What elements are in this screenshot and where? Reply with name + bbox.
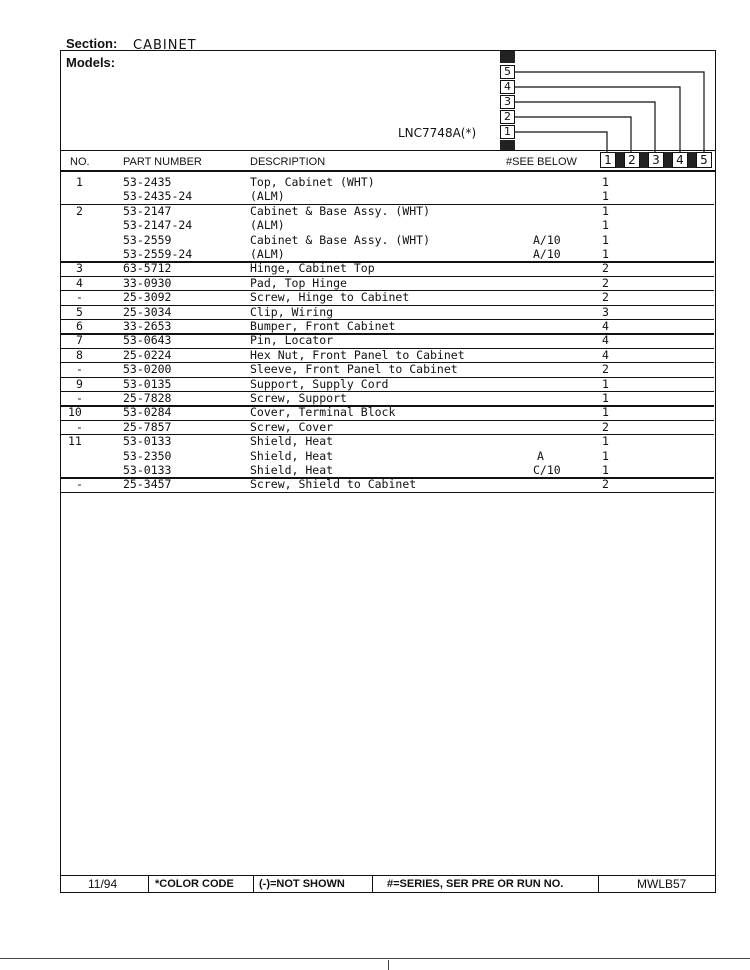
row-part-number: 53-0284 bbox=[123, 405, 172, 420]
row-quantity: 1 bbox=[602, 463, 609, 477]
row-part-number: 25-0224 bbox=[123, 347, 172, 362]
row-description: (ALM) bbox=[250, 247, 285, 261]
row-quantity: 4 bbox=[602, 319, 609, 333]
row-quantity: 1 bbox=[602, 189, 609, 204]
series-box-3: 3 bbox=[500, 95, 515, 109]
column-header-no: NO. bbox=[70, 156, 90, 168]
row-description: Shield, Heat bbox=[250, 448, 334, 463]
row-description: Pad, Top Hinge bbox=[250, 275, 347, 290]
footer-divider bbox=[148, 876, 149, 893]
row-see-below: A/10 bbox=[533, 247, 561, 261]
row-item-no: 3 bbox=[76, 261, 83, 276]
footer-not-shown: (-)=NOT SHOWN bbox=[259, 878, 345, 890]
models-label: Models: bbox=[66, 55, 116, 70]
row-description: Screw, Cover bbox=[250, 419, 334, 434]
row-see-below: C/10 bbox=[533, 463, 561, 477]
row-quantity: 4 bbox=[602, 347, 609, 362]
row-description: Hinge, Cabinet Top bbox=[250, 261, 375, 276]
row-description: Cover, Terminal Block bbox=[250, 405, 396, 420]
row-see-below: A bbox=[537, 448, 544, 463]
row-quantity: 1 bbox=[602, 175, 609, 189]
row-quantity: 1 bbox=[602, 405, 609, 420]
row-item-no: 8 bbox=[76, 347, 83, 362]
row-part-number: 25-7828 bbox=[123, 391, 172, 405]
series-box-5: 5 bbox=[500, 65, 515, 79]
section-value: CABINET bbox=[133, 38, 197, 53]
row-description: Shield, Heat bbox=[250, 463, 334, 477]
series-box-4: 4 bbox=[500, 80, 515, 94]
row-part-number: 25-7857 bbox=[123, 419, 172, 434]
row-item-no: - bbox=[76, 290, 83, 305]
row-description: Sleeve, Front Panel to Cabinet bbox=[250, 362, 458, 377]
row-part-number: 53-2350 bbox=[123, 448, 172, 463]
row-part-number: 53-2559 bbox=[123, 232, 172, 247]
row-quantity: 1 bbox=[602, 376, 609, 391]
row-part-number: 53-0133 bbox=[123, 463, 172, 477]
row-quantity: 2 bbox=[602, 290, 609, 305]
row-quantity: 1 bbox=[602, 391, 609, 405]
row-part-number: 25-3034 bbox=[123, 304, 172, 319]
row-quantity: 4 bbox=[602, 333, 609, 348]
header-series-divider bbox=[616, 152, 624, 168]
page-bottom-tick bbox=[388, 960, 389, 970]
row-quantity: 2 bbox=[602, 362, 609, 377]
row-part-number: 53-2147 bbox=[123, 203, 172, 218]
row-description: Screw, Support bbox=[250, 391, 347, 405]
header-series-4: 4 bbox=[672, 152, 688, 168]
row-see-below: A/10 bbox=[533, 232, 561, 247]
row-item-no: 4 bbox=[76, 275, 83, 290]
column-header-see-below: #SEE BELOW bbox=[506, 156, 577, 168]
footer-color-code: *COLOR CODE bbox=[155, 878, 234, 890]
row-description: Pin, Locator bbox=[250, 333, 334, 348]
series-box-2: 2 bbox=[500, 110, 515, 124]
footer-divider bbox=[598, 876, 599, 893]
row-item-no: 11 bbox=[68, 434, 82, 449]
row-part-number: 53-0200 bbox=[123, 362, 172, 377]
row-description: (ALM) bbox=[250, 218, 285, 233]
row-description: Top, Cabinet (WHT) bbox=[250, 175, 375, 189]
row-item-no: 7 bbox=[76, 333, 83, 348]
row-description: Screw, Shield to Cabinet bbox=[250, 477, 417, 492]
row-quantity: 1 bbox=[602, 232, 609, 247]
row-description: Support, Supply Cord bbox=[250, 376, 389, 391]
row-quantity: 3 bbox=[602, 304, 609, 319]
model-name: LNC7748A(*) bbox=[398, 126, 477, 140]
row-item-no: 6 bbox=[76, 319, 83, 333]
header-series-3: 3 bbox=[648, 152, 664, 168]
row-part-number: 25-3092 bbox=[123, 290, 172, 305]
row-part-number: 33-0930 bbox=[123, 275, 172, 290]
row-description: Clip, Wiring bbox=[250, 304, 334, 319]
row-part-number: 53-0133 bbox=[123, 434, 172, 449]
header-series-1: 1 bbox=[600, 152, 616, 168]
row-part-number: 53-0135 bbox=[123, 376, 172, 391]
row-quantity: 1 bbox=[602, 247, 609, 261]
footer-divider bbox=[253, 876, 254, 893]
section-label: Section: bbox=[66, 36, 118, 51]
row-part-number: 53-0643 bbox=[123, 333, 172, 348]
row-part-number: 53-2559-24 bbox=[123, 247, 193, 261]
page-bottom-rule bbox=[0, 958, 750, 959]
row-part-number: 53-2435-24 bbox=[123, 189, 193, 204]
row-description: Shield, Heat bbox=[250, 434, 334, 449]
row-item-no: - bbox=[76, 362, 83, 377]
row-separator bbox=[60, 492, 714, 493]
row-part-number: 53-2435 bbox=[123, 175, 172, 189]
row-description: Cabinet & Base Assy. (WHT) bbox=[250, 232, 431, 247]
row-item-no: - bbox=[76, 477, 83, 492]
header-series-divider bbox=[664, 152, 672, 168]
row-item-no: 1 bbox=[76, 175, 83, 189]
header-series-5: 5 bbox=[696, 152, 712, 168]
row-description: Bumper, Front Cabinet bbox=[250, 319, 396, 333]
footer-series-note: #=SERIES, SER PRE OR RUN NO. bbox=[387, 878, 564, 890]
row-quantity: 2 bbox=[602, 419, 609, 434]
row-description: Cabinet & Base Assy. (WHT) bbox=[250, 203, 431, 218]
row-item-no: 2 bbox=[76, 203, 83, 218]
header-series-2: 2 bbox=[624, 152, 640, 168]
row-description: (ALM) bbox=[250, 189, 285, 204]
row-quantity: 1 bbox=[602, 218, 609, 233]
row-quantity: 2 bbox=[602, 477, 609, 492]
row-part-number: 33-2653 bbox=[123, 319, 172, 333]
header-bottom-rule bbox=[60, 170, 716, 172]
row-description: Screw, Hinge to Cabinet bbox=[250, 290, 410, 305]
row-description: Hex Nut, Front Panel to Cabinet bbox=[250, 347, 465, 362]
column-header-part-number: PART NUMBER bbox=[123, 156, 202, 168]
footer-divider bbox=[372, 876, 373, 893]
row-item-no: 9 bbox=[76, 376, 83, 391]
row-quantity: 1 bbox=[602, 203, 609, 218]
row-quantity: 2 bbox=[602, 275, 609, 290]
column-header-description: DESCRIPTION bbox=[250, 156, 326, 168]
row-quantity: 1 bbox=[602, 434, 609, 449]
header-series-divider bbox=[688, 152, 696, 168]
footer-date: 11/94 bbox=[88, 877, 118, 891]
series-box-1: 1 bbox=[500, 125, 515, 139]
row-item-no: - bbox=[76, 391, 83, 405]
row-part-number: 63-5712 bbox=[123, 261, 172, 276]
header-series-divider bbox=[640, 152, 648, 168]
row-part-number: 25-3457 bbox=[123, 477, 172, 492]
footer-code: MWLB57 bbox=[637, 877, 687, 891]
row-quantity: 1 bbox=[602, 448, 609, 463]
row-quantity: 2 bbox=[602, 261, 609, 276]
row-item-no: 5 bbox=[76, 304, 83, 319]
row-part-number: 53-2147-24 bbox=[123, 218, 193, 233]
row-item-no: - bbox=[76, 419, 83, 434]
row-item-no: 10 bbox=[68, 405, 82, 420]
